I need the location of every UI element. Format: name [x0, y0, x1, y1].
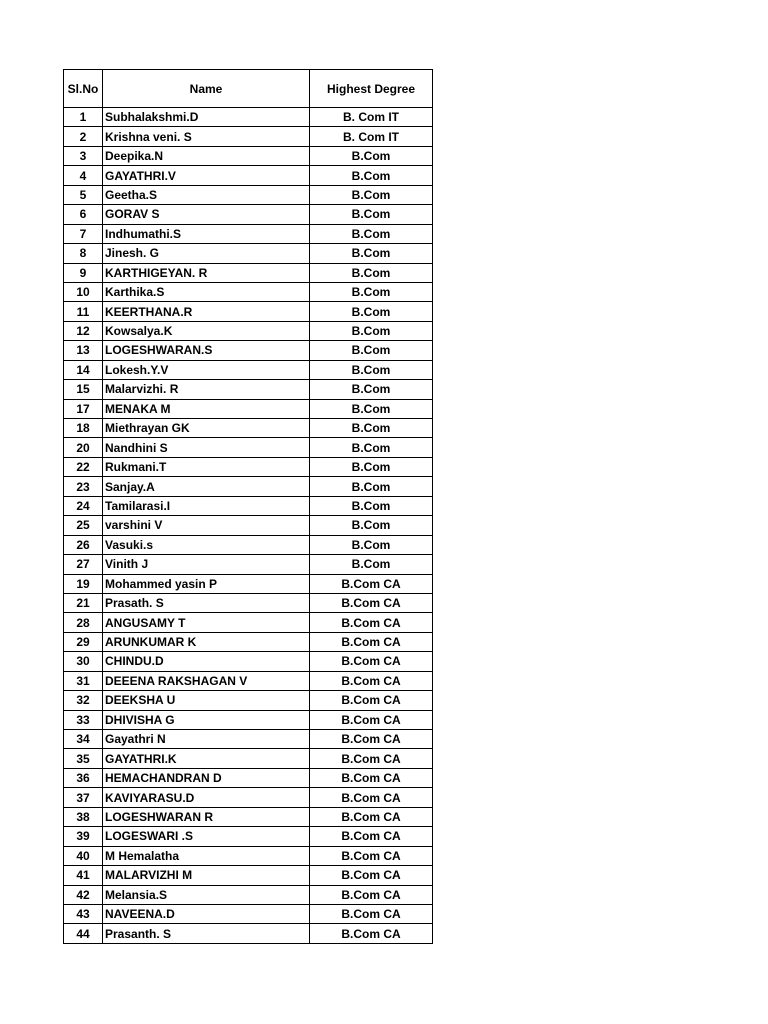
row-sl-no: 6 — [64, 205, 103, 224]
row-highest-degree: B.Com — [310, 321, 433, 340]
table-row — [64, 574, 433, 593]
row-name: Jinesh. G — [103, 244, 310, 263]
row-highest-degree: B.Com CA — [310, 807, 433, 826]
row-name: Malarvizhi. R — [103, 380, 310, 399]
row-name: Prasath. S — [103, 593, 310, 612]
row-name: KEERTHANA.R — [103, 302, 310, 321]
table-row — [64, 457, 433, 476]
row-highest-degree: B.Com — [310, 166, 433, 185]
row-highest-degree: B.Com — [310, 516, 433, 535]
row-name: LOGESHWARAN.S — [103, 341, 310, 360]
row-highest-degree: B.Com CA — [310, 885, 433, 904]
row-highest-degree: B.Com — [310, 457, 433, 476]
row-sl-no: 39 — [64, 827, 103, 846]
table-row — [64, 535, 433, 554]
row-sl-no: 38 — [64, 807, 103, 826]
row-highest-degree: B.Com CA — [310, 613, 433, 632]
row-sl-no: 20 — [64, 438, 103, 457]
row-sl-no: 32 — [64, 691, 103, 710]
column-header-highest-degree: Highest Degree — [310, 70, 433, 108]
row-sl-no: 14 — [64, 360, 103, 379]
row-name: Vinith J — [103, 555, 310, 574]
row-sl-no: 26 — [64, 535, 103, 554]
row-highest-degree: B. Com IT — [310, 108, 433, 127]
row-name: Melansia.S — [103, 885, 310, 904]
row-sl-no: 7 — [64, 224, 103, 243]
table-row — [64, 380, 433, 399]
row-highest-degree: B.Com CA — [310, 710, 433, 729]
table-row — [64, 691, 433, 710]
table-row — [64, 282, 433, 301]
row-name: GAYATHRI.K — [103, 749, 310, 768]
row-highest-degree: B.Com — [310, 341, 433, 360]
row-sl-no: 8 — [64, 244, 103, 263]
row-sl-no: 5 — [64, 185, 103, 204]
row-sl-no: 28 — [64, 613, 103, 632]
row-highest-degree: B.Com CA — [310, 866, 433, 885]
row-highest-degree: B.Com CA — [310, 632, 433, 651]
row-name: Gayathri N — [103, 730, 310, 749]
table-row — [64, 730, 433, 749]
table-row — [64, 807, 433, 826]
table-row — [64, 166, 433, 185]
row-highest-degree: B.Com — [310, 419, 433, 438]
row-name: LOGESWARI .S — [103, 827, 310, 846]
row-name: Deepika.N — [103, 146, 310, 165]
row-sl-no: 17 — [64, 399, 103, 418]
row-highest-degree: B.Com CA — [310, 691, 433, 710]
row-name: MENAKA M — [103, 399, 310, 418]
row-highest-degree: B.Com — [310, 224, 433, 243]
table-row — [64, 302, 433, 321]
row-name: Lokesh.Y.V — [103, 360, 310, 379]
table-row — [64, 749, 433, 768]
row-name: KARTHIGEYAN. R — [103, 263, 310, 282]
row-highest-degree: B.Com CA — [310, 924, 433, 943]
table-row — [64, 438, 433, 457]
row-name: Vasuki.s — [103, 535, 310, 554]
table-row — [64, 108, 433, 127]
row-name: DHIVISHA G — [103, 710, 310, 729]
row-name: CHINDU.D — [103, 652, 310, 671]
table-row — [64, 127, 433, 146]
table-row — [64, 652, 433, 671]
table-row — [64, 360, 433, 379]
row-highest-degree: B.Com — [310, 535, 433, 554]
table-row — [64, 224, 433, 243]
table-row — [64, 593, 433, 612]
row-name: Mohammed yasin P — [103, 574, 310, 593]
row-sl-no: 18 — [64, 419, 103, 438]
row-sl-no: 24 — [64, 496, 103, 515]
table-row — [64, 866, 433, 885]
table-row — [64, 846, 433, 865]
row-sl-no: 2 — [64, 127, 103, 146]
table-row — [64, 185, 433, 204]
row-name: Subhalakshmi.D — [103, 108, 310, 127]
table-row — [64, 613, 433, 632]
table-row — [64, 904, 433, 923]
table-row — [64, 671, 433, 690]
row-highest-degree: B.Com CA — [310, 671, 433, 690]
row-highest-degree: B.Com — [310, 205, 433, 224]
row-name: Sanjay.A — [103, 477, 310, 496]
table-row — [64, 924, 433, 943]
row-sl-no: 4 — [64, 166, 103, 185]
table-row — [64, 244, 433, 263]
row-sl-no: 40 — [64, 846, 103, 865]
row-sl-no: 36 — [64, 768, 103, 787]
row-sl-no: 22 — [64, 457, 103, 476]
table-header — [64, 70, 433, 108]
row-name: varshini V — [103, 516, 310, 535]
row-highest-degree: B.Com CA — [310, 788, 433, 807]
row-name: GAYATHRI.V — [103, 166, 310, 185]
row-highest-degree: B.Com — [310, 185, 433, 204]
table-row — [64, 146, 433, 165]
row-highest-degree: B.Com — [310, 477, 433, 496]
table-row — [64, 477, 433, 496]
row-sl-no: 21 — [64, 593, 103, 612]
row-sl-no: 42 — [64, 885, 103, 904]
row-name: GORAV S — [103, 205, 310, 224]
row-name: LOGESHWARAN R — [103, 807, 310, 826]
row-sl-no: 15 — [64, 380, 103, 399]
row-name: NAVEENA.D — [103, 904, 310, 923]
row-sl-no: 35 — [64, 749, 103, 768]
row-sl-no: 19 — [64, 574, 103, 593]
row-sl-no: 23 — [64, 477, 103, 496]
column-header-name: Name — [103, 70, 310, 108]
row-highest-degree: B.Com CA — [310, 904, 433, 923]
row-name: ARUNKUMAR K — [103, 632, 310, 651]
row-sl-no: 11 — [64, 302, 103, 321]
row-name: Miethrayan GK — [103, 419, 310, 438]
row-highest-degree: B.Com CA — [310, 846, 433, 865]
table-row — [64, 827, 433, 846]
table-row — [64, 321, 433, 340]
row-sl-no: 25 — [64, 516, 103, 535]
row-name: Nandhini S — [103, 438, 310, 457]
row-highest-degree: B.Com CA — [310, 730, 433, 749]
row-highest-degree: B.Com — [310, 438, 433, 457]
row-sl-no: 12 — [64, 321, 103, 340]
table-row — [64, 496, 433, 515]
row-highest-degree: B.Com CA — [310, 827, 433, 846]
row-sl-no: 27 — [64, 555, 103, 574]
row-sl-no: 1 — [64, 108, 103, 127]
row-sl-no: 33 — [64, 710, 103, 729]
table-row — [64, 710, 433, 729]
table-row — [64, 555, 433, 574]
row-sl-no: 13 — [64, 341, 103, 360]
row-sl-no: 10 — [64, 282, 103, 301]
row-sl-no: 41 — [64, 866, 103, 885]
row-highest-degree: B.Com — [310, 380, 433, 399]
row-name: Karthika.S — [103, 282, 310, 301]
document-sheet — [63, 69, 433, 944]
row-name: MALARVIZHI M — [103, 866, 310, 885]
row-name: KAVIYARASU.D — [103, 788, 310, 807]
row-sl-no: 44 — [64, 924, 103, 943]
table-row — [64, 885, 433, 904]
row-sl-no: 31 — [64, 671, 103, 690]
row-name: Rukmani.T — [103, 457, 310, 476]
row-name: Prasanth. S — [103, 924, 310, 943]
row-highest-degree: B.Com — [310, 496, 433, 515]
row-highest-degree: B.Com CA — [310, 652, 433, 671]
row-highest-degree: B.Com — [310, 555, 433, 574]
row-name: Tamilarasi.I — [103, 496, 310, 515]
table-row — [64, 205, 433, 224]
row-highest-degree: B.Com CA — [310, 749, 433, 768]
row-highest-degree: B.Com — [310, 282, 433, 301]
table-row — [64, 263, 433, 282]
row-name: DEEKSHA U — [103, 691, 310, 710]
row-highest-degree: B.Com — [310, 399, 433, 418]
header-row — [64, 70, 433, 108]
row-sl-no: 3 — [64, 146, 103, 165]
table-row — [64, 768, 433, 787]
row-name: DEEENA RAKSHAGAN V — [103, 671, 310, 690]
row-name: Indhumathi.S — [103, 224, 310, 243]
row-highest-degree: B.Com — [310, 146, 433, 165]
row-sl-no: 43 — [64, 904, 103, 923]
table-row — [64, 632, 433, 651]
table-body — [64, 108, 433, 944]
student-degree-table — [63, 69, 433, 944]
row-name: HEMACHANDRAN D — [103, 768, 310, 787]
row-highest-degree: B.Com CA — [310, 768, 433, 787]
row-name: ANGUSAMY T — [103, 613, 310, 632]
table-row — [64, 419, 433, 438]
column-header-sl-no: Sl.No — [64, 70, 103, 108]
row-sl-no: 34 — [64, 730, 103, 749]
row-highest-degree: B.Com CA — [310, 593, 433, 612]
row-sl-no: 30 — [64, 652, 103, 671]
row-highest-degree: B.Com — [310, 244, 433, 263]
table-row — [64, 516, 433, 535]
row-name: M Hemalatha — [103, 846, 310, 865]
table-row — [64, 788, 433, 807]
row-sl-no: 37 — [64, 788, 103, 807]
row-sl-no: 29 — [64, 632, 103, 651]
row-name: Geetha.S — [103, 185, 310, 204]
row-highest-degree: B.Com — [310, 302, 433, 321]
row-sl-no: 9 — [64, 263, 103, 282]
row-highest-degree: B.Com — [310, 360, 433, 379]
table-row — [64, 341, 433, 360]
row-name: Krishna veni. S — [103, 127, 310, 146]
row-highest-degree: B.Com CA — [310, 574, 433, 593]
row-highest-degree: B.Com — [310, 263, 433, 282]
row-highest-degree: B. Com IT — [310, 127, 433, 146]
table-row — [64, 399, 433, 418]
row-name: Kowsalya.K — [103, 321, 310, 340]
